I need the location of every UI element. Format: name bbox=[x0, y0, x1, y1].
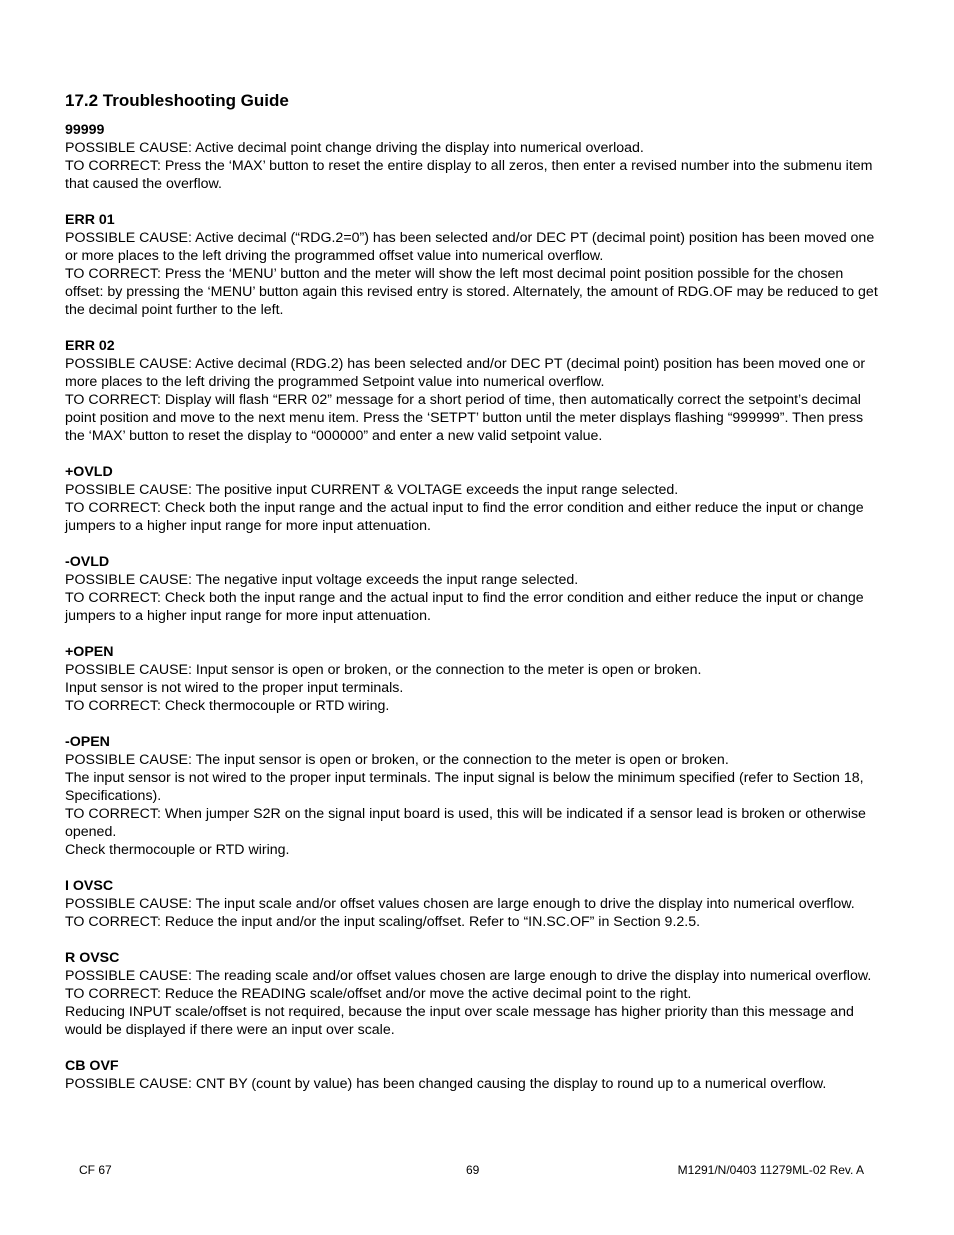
entry-text-line: TO CORRECT: Check both the input range and the actual input to find the error condition and either reduce the input or change jumpers to a higher input range for more input attenuation. bbox=[65, 500, 864, 534]
section-title: 17.2 Troubleshooting Guide bbox=[65, 91, 289, 110]
entry-text-line: POSSIBLE CAUSE: Active decimal point change driving the display into numerical overload. bbox=[65, 140, 644, 156]
footer-doc-code: CF 67 bbox=[79, 1163, 112, 1177]
error-code: ERR 02 bbox=[65, 338, 115, 354]
page-content bbox=[65, 90, 885, 1111]
entry-text-line: Reducing INPUT scale/offset is not required, because the input over scale message has higher priority than this message and would be displayed if there were an input over scale. bbox=[65, 1004, 854, 1038]
entry-text-line: POSSIBLE CAUSE: The input scale and/or offset values chosen are large enough to drive the display into numerical overflow. bbox=[65, 896, 855, 912]
entry-text-line: POSSIBLE CAUSE: Input sensor is open or broken, or the connection to the meter is open or broken. bbox=[65, 662, 702, 678]
entry-text-line: POSSIBLE CAUSE: CNT BY (count by value) has been changed causing the display to round up to a numerical overflow. bbox=[65, 1076, 827, 1092]
entry-text-line: POSSIBLE CAUSE: Active decimal (“RDG.2=0”) has been selected and/or DEC PT (decimal point) position has been moved one or more places to the left driving the programmed offset value into numerical overflow. bbox=[65, 230, 875, 264]
entry-text-line: TO CORRECT: Check thermocouple or RTD wiring. bbox=[65, 698, 390, 714]
entry-text-line: Check thermocouple or RTD wiring. bbox=[65, 842, 290, 858]
entry-text-line: TO CORRECT: Press the ‘MENU’ button and the meter will show the left most decimal point position possible for the chosen offset: by pressing the ‘MENU’ button again this revised entry is stored. Alternately, the amount of RDG.OF may be reduced to get the decimal point further to the left. bbox=[65, 266, 878, 318]
footer-page-number: 69 bbox=[466, 1163, 480, 1177]
troubleshooting-entry bbox=[65, 877, 885, 931]
entry-text-line: TO CORRECT: Reduce the input and/or the input scaling/offset. Refer to “IN.SC.OF” in Section 9.2.5. bbox=[65, 914, 701, 930]
entry-text-line: POSSIBLE CAUSE: Active decimal (RDG.2) has been selected and/or DEC PT (decimal point) position has been moved one or more places to the left driving the programmed Setpoint value into numerical overflow. bbox=[65, 356, 866, 390]
entry-text-line: TO CORRECT: Reduce the READING scale/offset and/or move the active decimal point to the right. bbox=[65, 986, 692, 1002]
troubleshooting-entry bbox=[65, 121, 885, 193]
error-code: 99999 bbox=[65, 122, 105, 138]
footer-revision: M1291/N/0403 11279ML-02 Rev. A bbox=[677, 1163, 864, 1177]
error-code: +OPEN bbox=[65, 644, 114, 660]
entry-text-line: Input sensor is not wired to the proper input terminals. bbox=[65, 680, 404, 696]
entry-text-line: TO CORRECT: Press the ‘MAX’ button to reset the entire display to all zeros, then enter a revised number into the submenu item that caused the overflow. bbox=[65, 158, 873, 192]
troubleshooting-entry bbox=[65, 337, 885, 445]
entry-text-line: POSSIBLE CAUSE: The positive input CURRENT & VOLTAGE exceeds the input range selected. bbox=[65, 482, 679, 498]
entry-text-line: The input sensor is not wired to the proper input terminals. The input signal is below the minimum specified (refer to Section 18, Specifications). bbox=[65, 770, 864, 804]
error-code: +OVLD bbox=[65, 464, 113, 480]
entry-text-line: POSSIBLE CAUSE: The reading scale and/or offset values chosen are large enough to drive the display into numerical overflow. bbox=[65, 968, 872, 984]
troubleshooting-entry bbox=[65, 949, 885, 1039]
entry-text-line: TO CORRECT: Check both the input range and the actual input to find the error condition and either reduce the input or change jumpers to a higher input range for more input attenuation. bbox=[65, 590, 864, 624]
error-code: CB OVF bbox=[65, 1058, 119, 1074]
error-code: I OVSC bbox=[65, 878, 114, 894]
troubleshooting-entries bbox=[65, 121, 885, 1093]
troubleshooting-entry bbox=[65, 733, 885, 859]
troubleshooting-entry bbox=[65, 643, 885, 715]
troubleshooting-entry bbox=[65, 553, 885, 625]
error-code: R OVSC bbox=[65, 950, 120, 966]
error-code: -OVLD bbox=[65, 554, 110, 570]
error-code: ERR 01 bbox=[65, 212, 115, 228]
entry-text-line: TO CORRECT: Display will flash “ERR 02” message for a short period of time, then automatically correct the setpoint’s decimal point position and move to the next menu item. Press the ‘SETPT’ button until the meter displays flashing “999999”. Then press the ‘MAX’ button to reset the display to “000000” and enter a new valid setpoint value. bbox=[65, 392, 864, 444]
error-code: -OPEN bbox=[65, 734, 110, 750]
troubleshooting-entry bbox=[65, 1057, 885, 1093]
entry-text-line: POSSIBLE CAUSE: The input sensor is open or broken, or the connection to the meter is open or broken. bbox=[65, 752, 729, 768]
entry-text-line: TO CORRECT: When jumper S2R on the signal input board is used, this will be indicated if a sensor lead is broken or otherwise opened. bbox=[65, 806, 866, 840]
troubleshooting-entry bbox=[65, 211, 885, 319]
entry-text-line: POSSIBLE CAUSE: The negative input voltage exceeds the input range selected. bbox=[65, 572, 579, 588]
troubleshooting-entry bbox=[65, 463, 885, 535]
